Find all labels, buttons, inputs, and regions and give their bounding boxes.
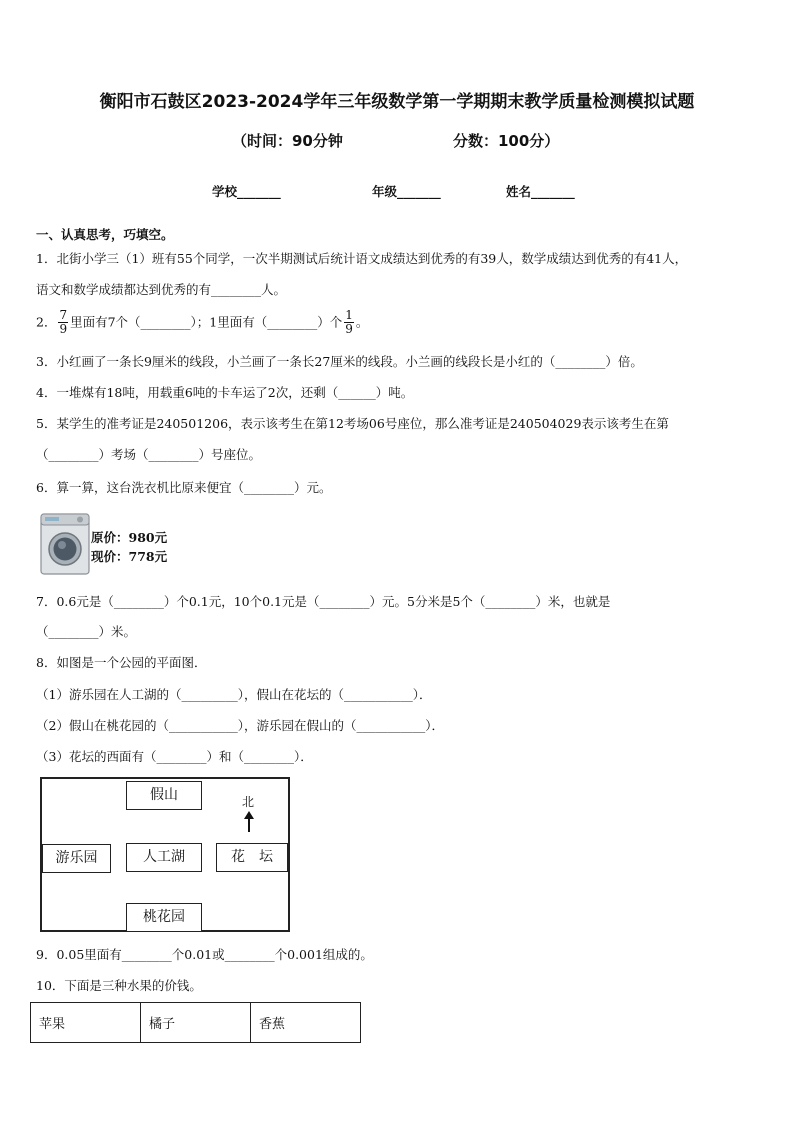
table-cell-banana: 香蕉 — [251, 1003, 361, 1043]
fraction-denominator: 9 — [59, 322, 68, 336]
grade-field: 年级_______ — [372, 184, 441, 199]
up-arrow-icon — [243, 811, 255, 837]
exam-time: （时间：90分钟 — [232, 132, 343, 150]
q2-middle: 里面有7个（________）；1里面有（________）个 — [70, 314, 343, 330]
table-row — [31, 1003, 361, 1043]
fraction-numerator: 1 — [345, 308, 353, 322]
fraction-7-9 — [58, 309, 68, 336]
fraction-numerator: 7 — [59, 308, 68, 322]
question-1-line2: 语文和数学成绩都达到优秀的有________人。 — [36, 282, 287, 297]
question-8-3: （3）花坛的西面有（________）和（________）． — [36, 749, 313, 764]
table-cell-apple: 苹果 — [31, 1003, 141, 1043]
map-jiashan: 假山 — [126, 781, 202, 810]
question-6: 6．算一算，这台洗衣机比原来便宜（________）元。 — [36, 480, 332, 495]
school-field: 学校_______ — [212, 184, 281, 199]
table-cell-orange: 橘子 — [141, 1003, 251, 1043]
question-5-line2: （________）考场（________）号座位。 — [36, 447, 262, 462]
section-title: 一、认真思考，巧填空。 — [36, 227, 174, 242]
question-8: 8．如图是一个公园的平面图． — [36, 655, 207, 670]
map-taohuayuan: 桃花园 — [126, 903, 202, 932]
question-8-2: （2）假山在桃花园的（___________），游乐园在假山的（___________）． — [36, 718, 444, 733]
map-youleyuan: 游乐园 — [42, 844, 111, 873]
washing-machine-icon — [40, 513, 90, 575]
fraction-1-9 — [344, 309, 354, 336]
q2-suffix: 。 — [355, 314, 369, 330]
page-title: 衡阳市石鼓区2023-2024学年三年级数学第一学期期末教学质量检测模拟试题 — [99, 92, 695, 112]
question-9: 9．0.05里面有________个0.01或________个0.001组成的。 — [36, 947, 373, 962]
question-3: 3．小红画了一条长9厘米的线段，小兰画了一条长27厘米的线段。小兰画的线段长是小红的（________）倍。 — [36, 354, 643, 369]
question-2 — [36, 309, 368, 336]
question-8-1: （1）游乐园在人工湖的（_________），假山在花坛的（___________）． — [36, 687, 432, 702]
map-rengonghu: 人工湖 — [126, 843, 202, 872]
question-5-line1: 5．某学生的准考证是240501206，表示该考生在第12考场06号座位，那么准考证是240504029表示该考生在第 — [36, 416, 669, 431]
question-10: 10．下面是三种水果的价钱。 — [36, 978, 202, 993]
name-field: 姓名_______ — [506, 184, 575, 199]
question-1-line1: 1．北街小学三（1）班有55个同学，一次半期测试后统计语文成绩达到优秀的有39人，数学成绩达到优秀的有41人， — [36, 251, 688, 266]
q2-prefix: 2． — [36, 314, 57, 330]
fraction-denominator: 9 — [345, 322, 353, 336]
map-huatan: 花 坛 — [216, 843, 288, 872]
question-7-line1: 7．0.6元是（________）个0.1元，10个0.1元是（________）元。5分米是5个（________）米，也就是 — [36, 594, 611, 609]
original-price: 原价：980元 — [91, 530, 168, 545]
north-label: 北 — [242, 795, 255, 809]
park-map — [40, 777, 290, 932]
question-7-line2: （________）米。 — [36, 624, 137, 639]
question-4: 4．一堆煤有18吨，用载重6吨的卡车运了2次，还剩（______）吨。 — [36, 385, 414, 400]
current-price: 现价：778元 — [91, 549, 168, 564]
fruit-price-table — [30, 1002, 361, 1043]
exam-score: 分数：100分） — [453, 132, 560, 150]
